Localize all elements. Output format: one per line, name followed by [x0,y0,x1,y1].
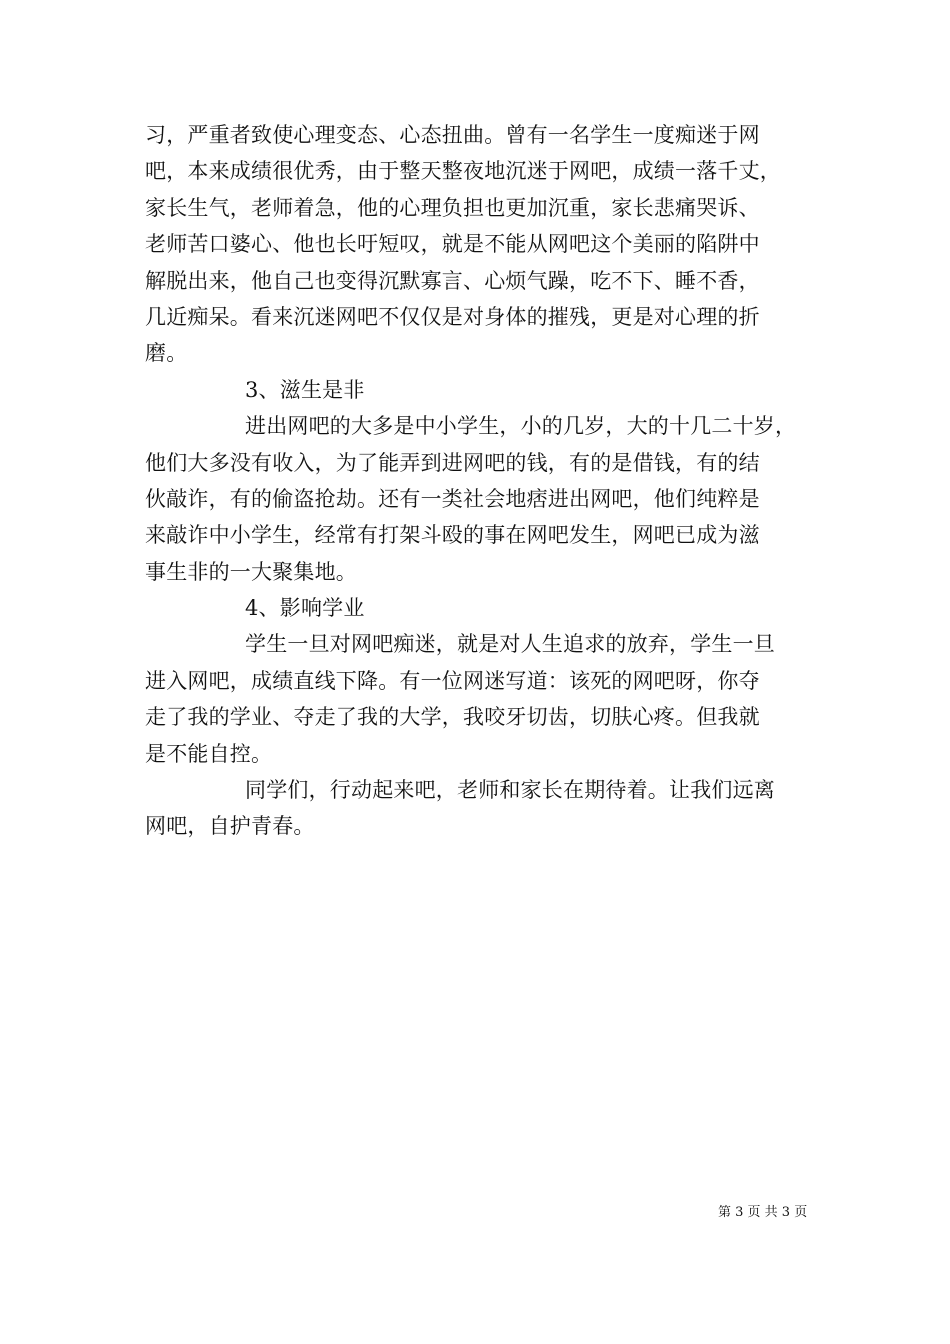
document-body [145,117,810,845]
text-line: 网吧，自护青春。 [145,814,315,839]
text-line: 几近痴呆。看来沉迷网吧不仅仅是对身体的摧残，更是对心理的折 [145,304,760,329]
text-line: 习，严重者致使心理变态、心态扭曲。曾有一名学生一度痴迷于网 [145,123,760,147]
text-line: 同学们，行动起来吧，老师和家长在期待着。让我们远离 [245,778,775,803]
text-line: 是不能自控。 [145,741,273,766]
text-line: 家长生气，老师着急，他的心理负担也更加沉重，家长悲痛哭诉、 [145,195,760,220]
text-line: 伙敲诈，有的偷盗抢劫。还有一类社会地痞进出网吧，他们纯粹是 [145,486,760,511]
text-line: 他们大多没有收入，为了能弄到进网吧的钱，有的是借钱，有的结 [145,450,760,475]
text-line: 进出网吧的大多是中小学生，小的几岁，大的十几二十岁， [245,414,797,439]
text-line: 解脱出来，他自己也变得沉默寡言、心烦气躁，吃不下、睡不香， [145,268,760,293]
text-line: 走了我的学业、夺走了我的大学，我咬牙切齿，切肤心疼。但我就 [145,705,760,730]
text-line: 学生一旦对网吧痴迷，就是对人生追求的放弃，学生一旦 [245,632,775,657]
text-line: 吧，本来成绩很优秀，由于整天整夜地沉迷于网吧，成绩一落千丈， [145,159,781,184]
page-number-footer: 第 3 页 共 3 页 [718,1205,808,1220]
text-line: 3、滋生是非 [245,377,365,402]
text-line: 事生非的一大聚集地。 [145,559,357,584]
text-line: 4、影响学业 [245,596,365,621]
text-line: 进入网吧，成绩直线下降。有一位网迷写道：该死的网吧呀，你夺 [145,668,760,693]
text-line: 来敲诈中小学生，经常有打架斗殴的事在网吧发生，网吧已成为滋 [145,523,760,548]
text-line: 磨。 [145,341,188,366]
text-line: 老师苦口婆心、他也长吁短叹，就是不能从网吧这个美丽的陷阱中 [145,232,760,257]
